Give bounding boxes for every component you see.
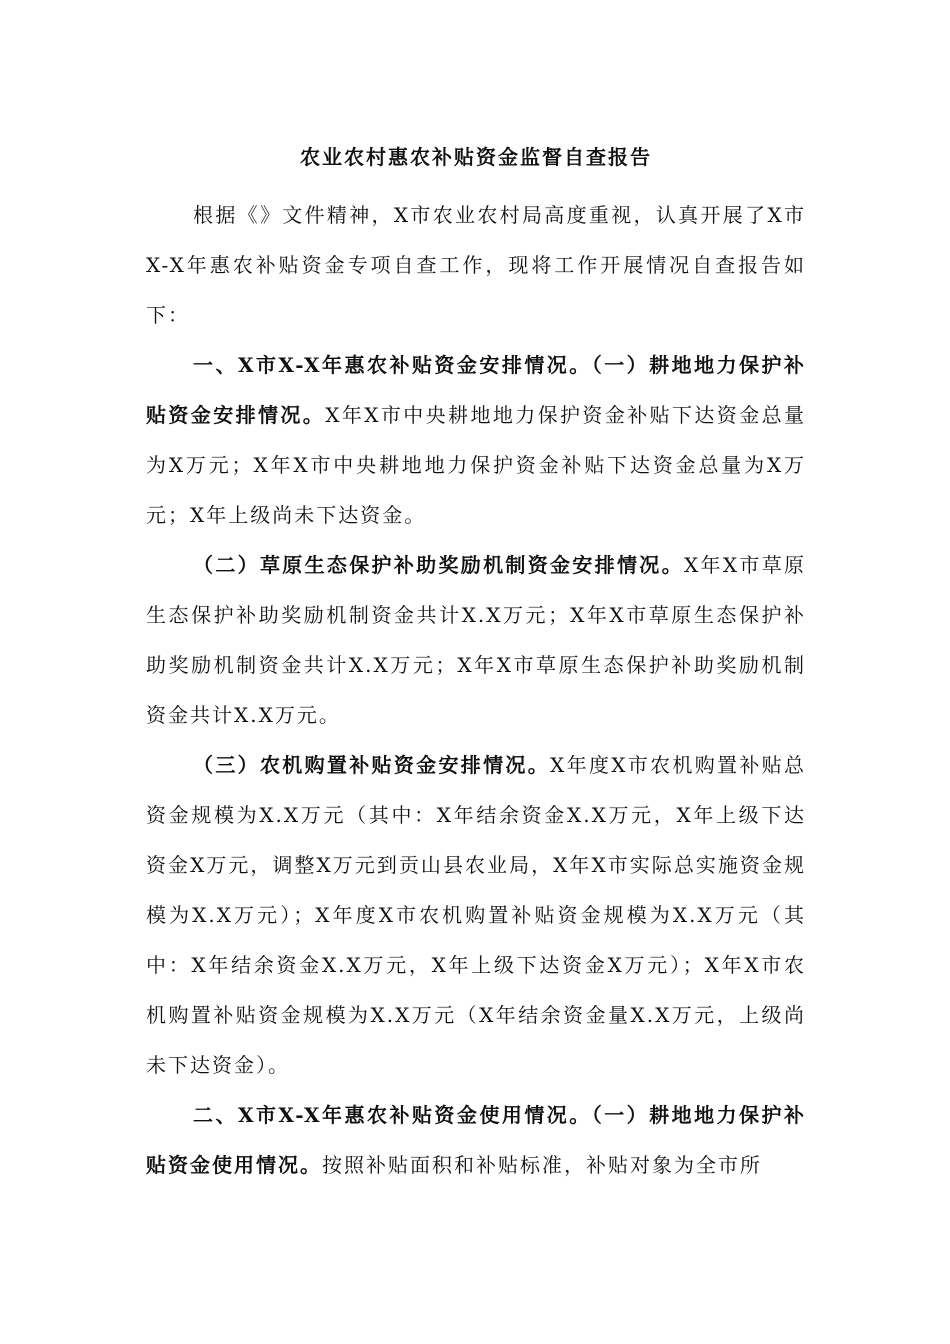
paragraph-section-1 [146, 340, 806, 540]
paragraph-lead: （二）草原生态保护补助奖励机制资金安排情况。 [193, 553, 684, 577]
paragraph-text: X年X市中央耕地地力保护资金补贴下达资金总量为X万元；X年X市中央耕地地力保护资金补贴下达资金总量为X万元；X年上级尚未下达资金。 [146, 403, 807, 527]
paragraph-text: 根据《》文件精神，X市农业农村局高度重视，认真开展了X市X-X年惠农补贴资金专项自查工作，现将工作开展情况自查报告如下： [146, 203, 806, 327]
paragraph-lead: 二、X市X-X年惠农补贴资金使用情况。（一）耕地地力保护补贴资金使用情况。 [146, 1103, 806, 1177]
paragraph-lead: （三）农机购置补贴资金安排情况。 [193, 753, 551, 777]
paragraph-subsection-2 [146, 540, 806, 740]
document-body [146, 190, 806, 1190]
paragraph-intro [146, 190, 806, 340]
paragraph-text: X年度X市农机购置补贴总资金规模为X.X万元（其中：X年结余资金X.X万元，X年上级下达资金X万元，调整X万元到贡山县农业局，X年X市实际总实施资金规模为X.X万元）；X年度X市农机购置补贴资金规模为X.X万元（其中：X年结余资金X.X万元，X年上级下达资金X万元）；X年X市农机购置补贴资金规模为X.X万元（X年结余资金量X.X万元，上级尚未下达资金）。 [146, 753, 806, 1077]
paragraph-subsection-3 [146, 740, 806, 1090]
paragraph-section-2 [146, 1090, 806, 1190]
paragraph-text: 按照补贴面积和补贴标准，补贴对象为全市所 [322, 1153, 762, 1177]
document-title: 农业农村惠农补贴资金监督自查报告 [300, 145, 652, 169]
paragraph-text: X年X市草原生态保护补助奖励机制资金共计X.X万元；X年X市草原生态保护补助奖励机制资金共计X.X万元；X年X市草原生态保护补助奖励机制资金共计X.X万元。 [146, 553, 807, 727]
paragraph-lead: 一、X市X-X年惠农补贴资金安排情况。（一）耕地地力保护补贴资金安排情况。 [146, 353, 806, 427]
